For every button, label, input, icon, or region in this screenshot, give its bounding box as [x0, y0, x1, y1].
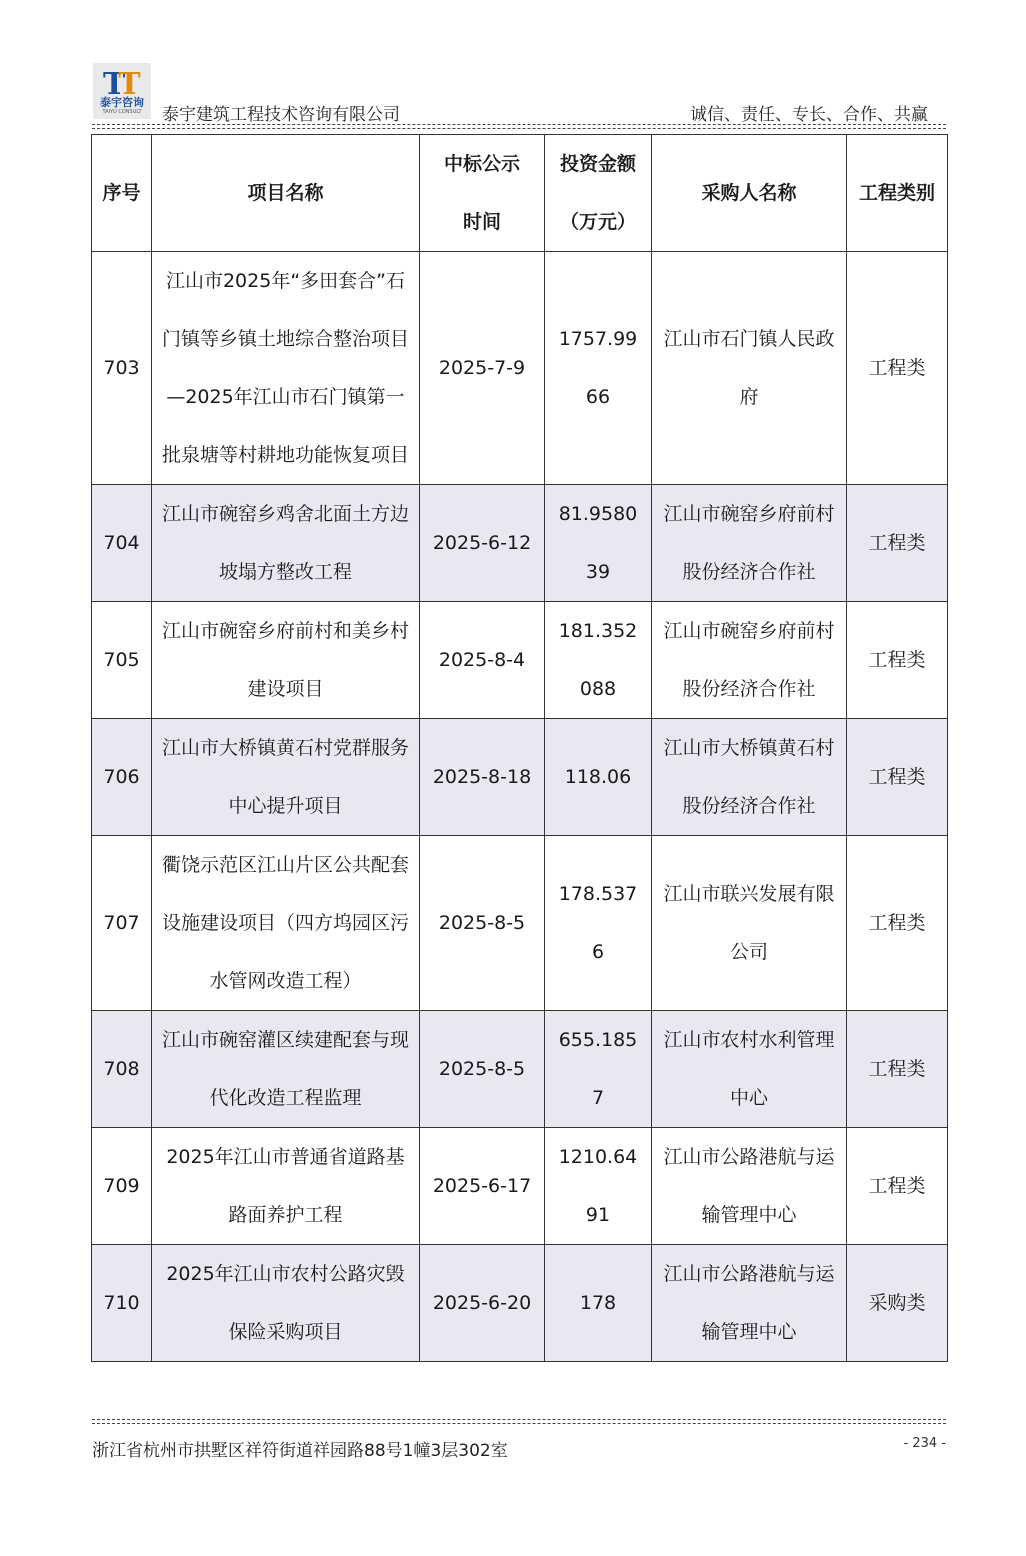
table-row — [92, 836, 948, 1011]
table-row — [92, 1128, 948, 1245]
cell-buyer: 江山市碗窑乡府前村股份经济合作社 — [652, 485, 847, 602]
cell-buyer: 江山市联兴发展有限公司 — [652, 836, 847, 1011]
cell-name: 衢饶示范区江山片区公共配套设施建设项目（四方坞园区污水管网改造工程） — [152, 836, 420, 1011]
cell-type: 工程类 — [847, 1128, 948, 1245]
header-slogan: 诚信、责任、专长、合作、共赢 — [690, 105, 928, 125]
cell-buyer: 江山市农村水利管理中心 — [652, 1011, 847, 1128]
footer-address: 浙江省杭州市拱墅区祥符街道祥园路88号1幢3层302室 — [92, 1441, 508, 1461]
footer-divider — [92, 1419, 946, 1420]
cell-amount: 1210.6491 — [545, 1128, 652, 1245]
header-divider — [92, 124, 946, 125]
cell-date: 2025-8-5 — [420, 1011, 545, 1128]
column-header-type: 工程类别 — [847, 135, 948, 252]
table-header-row — [92, 135, 948, 252]
cell-no: 709 — [92, 1128, 152, 1245]
page-number: - 234 - — [903, 1436, 946, 1451]
cell-date: 2025-6-12 — [420, 485, 545, 602]
cell-buyer: 江山市公路港航与运输管理中心 — [652, 1245, 847, 1362]
cell-amount: 178 — [545, 1245, 652, 1362]
cell-date: 2025-8-18 — [420, 719, 545, 836]
cell-amount: 118.06 — [545, 719, 652, 836]
cell-no: 705 — [92, 602, 152, 719]
cell-date: 2025-8-5 — [420, 836, 545, 1011]
cell-amount: 1757.9966 — [545, 252, 652, 485]
cell-amount: 181.352088 — [545, 602, 652, 719]
table-row — [92, 485, 948, 602]
table-row — [92, 252, 948, 485]
cell-type: 工程类 — [847, 719, 948, 836]
table-row — [92, 1011, 948, 1128]
column-header-date: 中标公示时间 — [420, 135, 545, 252]
cell-name: 江山市碗窑乡鸡舍北面土方边坡塌方整改工程 — [152, 485, 420, 602]
cell-buyer: 江山市石门镇人民政府 — [652, 252, 847, 485]
cell-name: 江山市大桥镇黄石村党群服务中心提升项目 — [152, 719, 420, 836]
cell-buyer: 江山市公路港航与运输管理中心 — [652, 1128, 847, 1245]
column-header-name: 项目名称 — [152, 135, 420, 252]
cell-type: 工程类 — [847, 252, 948, 485]
header-divider — [92, 128, 946, 129]
cell-type: 工程类 — [847, 1011, 948, 1128]
logo-subtext: TAIYU CONSULT — [102, 109, 142, 115]
cell-date: 2025-7-9 — [420, 252, 545, 485]
cell-type: 工程类 — [847, 485, 948, 602]
cell-name: 江山市碗窑乡府前村和美乡村建设项目 — [152, 602, 420, 719]
table-row — [92, 719, 948, 836]
cell-type: 采购类 — [847, 1245, 948, 1362]
company-logo — [93, 63, 151, 119]
column-header-buyer: 采购人名称 — [652, 135, 847, 252]
footer-divider — [92, 1423, 946, 1424]
cell-date: 2025-8-4 — [420, 602, 545, 719]
column-header-no: 序号 — [92, 135, 152, 252]
table-row — [92, 602, 948, 719]
cell-amount: 655.1857 — [545, 1011, 652, 1128]
project-table — [91, 134, 948, 1362]
cell-no: 703 — [92, 252, 152, 485]
logo-mark-icon: TT — [103, 67, 135, 102]
column-header-amount: 投资金额（万元） — [545, 135, 652, 252]
cell-date: 2025-6-17 — [420, 1128, 545, 1245]
cell-buyer: 江山市大桥镇黄石村股份经济合作社 — [652, 719, 847, 836]
cell-amount: 178.5376 — [545, 836, 652, 1011]
cell-type: 工程类 — [847, 602, 948, 719]
cell-name: 江山市2025年“多田套合”石门镇等乡镇土地综合整治项目—2025年江山市石门镇第一批泉塘等村耕地功能恢复项目 — [152, 252, 420, 485]
cell-no: 707 — [92, 836, 152, 1011]
cell-no: 710 — [92, 1245, 152, 1362]
cell-no: 708 — [92, 1011, 152, 1128]
header-company-name: 泰宇建筑工程技术咨询有限公司 — [162, 105, 400, 125]
cell-name: 2025年江山市普通省道路基路面养护工程 — [152, 1128, 420, 1245]
logo-text: 泰宇咨询 — [100, 96, 144, 109]
table-row — [92, 1245, 948, 1362]
cell-name: 江山市碗窑灌区续建配套与现代化改造工程监理 — [152, 1011, 420, 1128]
cell-buyer: 江山市碗窑乡府前村股份经济合作社 — [652, 602, 847, 719]
cell-amount: 81.958039 — [545, 485, 652, 602]
cell-no: 704 — [92, 485, 152, 602]
cell-type: 工程类 — [847, 836, 948, 1011]
cell-no: 706 — [92, 719, 152, 836]
cell-name: 2025年江山市农村公路灾毁保险采购项目 — [152, 1245, 420, 1362]
cell-date: 2025-6-20 — [420, 1245, 545, 1362]
